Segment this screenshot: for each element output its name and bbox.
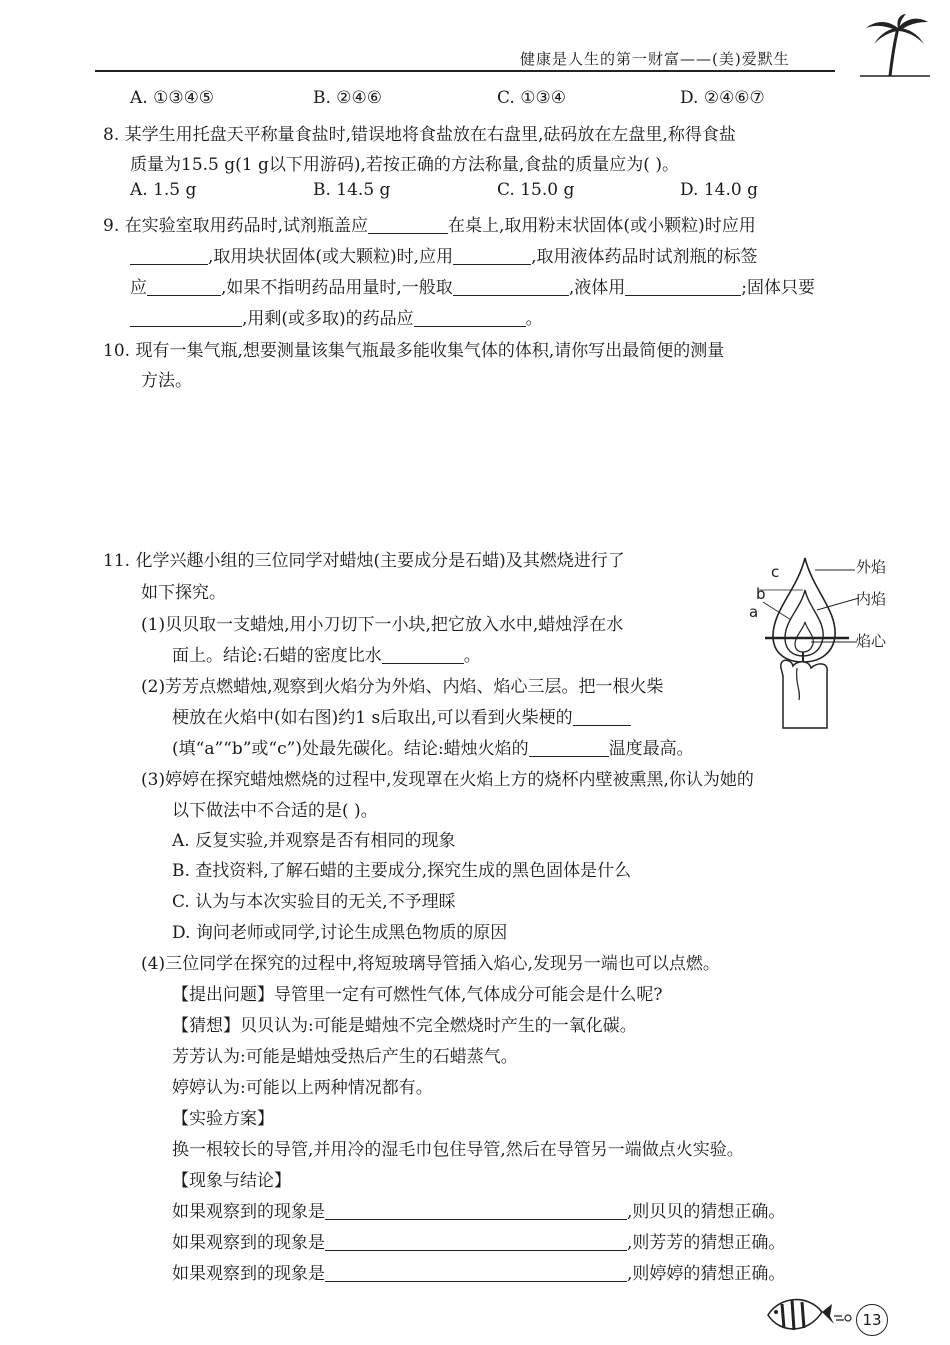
q11-text: 温度最高。	[608, 739, 694, 759]
palm-tree-icon	[860, 14, 930, 78]
answer-blank[interactable]	[414, 308, 526, 327]
q9-text: ,取用液体药品时试剂瓶的标签	[531, 247, 758, 267]
q9-text: ,液体用	[568, 278, 626, 298]
q11-part3-option-b: B. 查找资料,了解石蜡的主要成分,探究生成的黑色固体是什么	[172, 861, 632, 881]
answer-blank[interactable]	[529, 738, 609, 757]
q11-part2-line3	[172, 734, 694, 759]
q11-part3-line2: 以下做法中不合适的是( )。	[172, 801, 378, 821]
q11-text: ,则婷婷的猜想正确。	[627, 1264, 786, 1284]
q11-part3-option-c: C. 认为与本次实验目的无关,不予理睬	[172, 892, 456, 912]
q11-result-1	[172, 1197, 785, 1222]
q11-text: 梗放在火焰中(如右图)约1 s后取出,可以看到火柴梗的	[172, 708, 573, 728]
q11-intro-line1: 11. 化学兴趣小组的三位同学对蜡烛(主要成分是石蜡)及其燃烧进行了	[103, 551, 625, 571]
q9-text: ,如果不指明药品用量时,一般取	[221, 278, 453, 298]
q11-text: ,则贝贝的猜想正确。	[627, 1202, 786, 1222]
q9-line3	[130, 273, 815, 298]
q8-option-b: B. 14.5 g	[313, 180, 391, 200]
q8-option-a: A. 1.5 g	[130, 180, 197, 200]
q9-line1	[103, 211, 756, 236]
q10-text-line2: 方法。	[141, 371, 192, 391]
page-number: 13	[856, 1304, 888, 1336]
q11-part2-line2	[172, 703, 631, 728]
q11-part3-line1: (3)婷婷在探究蜡烛燃烧的过程中,发现罩在火焰上方的烧杯内壁被熏黑,你认为她的	[141, 770, 754, 790]
q11-part3-option-d: D. 询问老师或同学,讨论生成黑色物质的原因	[172, 923, 508, 943]
q9-text: 在桌上,取用粉末状固体(或小颗粒)时应用	[448, 216, 756, 236]
answer-blank[interactable]	[130, 246, 208, 265]
q11-text: 如果观察到的现象是	[172, 1233, 325, 1253]
q9-text: 应	[130, 278, 147, 298]
q8-text-line1: 8. 某学生用托盘天平称量食盐时,错误地将食盐放在右盘里,砝码放在左盘里,称得食盐	[103, 125, 736, 145]
q9-text: ;固体只要	[741, 278, 815, 298]
q10-text-line1: 10. 现有一集气瓶,想要测量该集气瓶最多能收集气体的体积,请你写出最简便的测量	[103, 341, 725, 361]
q11-text: 如果观察到的现象是	[172, 1264, 325, 1284]
outer-flame-label: 外焰	[856, 558, 887, 576]
q11-text: (填“a”“b”或“c”)处最先碳化。结论:蜡烛火焰的	[172, 739, 529, 759]
q11-result-title: 【现象与结论】	[172, 1171, 291, 1191]
answer-blank[interactable]	[453, 277, 569, 296]
q11-guess3: 婷婷认为:可能以上两种情况都有。	[172, 1078, 433, 1098]
q7-option-c: C. ①③④	[497, 88, 566, 108]
point-a-label: a	[749, 603, 759, 621]
q11-intro-line2: 如下探究。	[141, 583, 226, 603]
answer-blank[interactable]	[453, 246, 531, 265]
q7-option-d: D. ②④⑥⑦	[680, 88, 765, 108]
q11-part2-line1: (2)芳芳点燃蜡烛,观察到火焰分为外焰、内焰、焰心三层。把一根火柴	[141, 677, 664, 697]
q11-problem: 【提出问题】导管里一定有可燃性气体,气体成分可能会是什么呢?	[172, 985, 663, 1005]
q9-text: 9. 在实验室取用药品时,试剂瓶盖应	[103, 216, 369, 236]
answer-blank[interactable]	[625, 277, 741, 296]
q11-part4-line1: (4)三位同学在探究的过程中,将短玻璃导管插入焰心,发现另一端也可以点燃。	[141, 954, 720, 974]
point-c-label: c	[771, 563, 780, 581]
answer-blank[interactable]	[130, 308, 242, 327]
q9-text: ,取用块状固体(或大颗粒)时,应用	[208, 247, 454, 267]
fish-icon	[762, 1290, 852, 1340]
answer-blank[interactable]	[147, 277, 221, 296]
q9-line4	[130, 304, 543, 329]
q11-guess1: 【猜想】贝贝认为:可能是蜡烛不完全燃烧时产生的一氧化碳。	[172, 1016, 637, 1036]
answer-blank[interactable]	[325, 1201, 627, 1220]
q11-text: 。	[463, 646, 481, 666]
point-b-label: b	[756, 585, 766, 603]
q8-option-d: D. 14.0 g	[680, 180, 758, 200]
q7-option-b: B. ②④⑥	[313, 88, 383, 108]
q11-part1-line1: (1)贝贝取一支蜡烛,用小刀切下一小块,把它放入水中,蜡烛浮在水	[141, 615, 624, 635]
q11-text: ,则芳芳的猜想正确。	[627, 1233, 786, 1253]
answer-blank[interactable]	[325, 1263, 627, 1282]
q9-text: 。	[525, 309, 543, 329]
q9-text: ,用剩(或多取)的药品应	[242, 309, 414, 329]
q11-guess2: 芳芳认为:可能是蜡烛受热后产生的石蜡蒸气。	[172, 1047, 518, 1067]
q11-part1-line2	[172, 641, 481, 666]
q11-part3-option-a: A. 反复实验,并观察是否有相同的现象	[172, 831, 456, 851]
answer-blank[interactable]	[573, 707, 631, 726]
answer-blank[interactable]	[382, 645, 464, 664]
q11-result-3	[172, 1259, 785, 1284]
q8-text-line2: 质量为15.5 g(1 g以下用游码),若按正确的方法称量,食盐的质量应为( )。	[130, 155, 679, 175]
q11-text: 如果观察到的现象是	[172, 1202, 325, 1222]
q11-result-2	[172, 1228, 785, 1253]
q8-option-c: C. 15.0 g	[497, 180, 575, 200]
answer-blank[interactable]	[325, 1232, 627, 1251]
q7-option-a: A. ①③④⑤	[130, 88, 215, 108]
q11-plan-title: 【实验方案】	[172, 1109, 274, 1129]
header-rule	[95, 70, 835, 72]
answer-blank[interactable]	[368, 215, 448, 234]
q11-plan: 换一根较长的导管,并用冷的湿毛巾包住导管,然后在导管另一端做点火实验。	[172, 1140, 744, 1160]
q9-line2	[130, 242, 757, 267]
q11-text: 面上。结论:石蜡的密度比水	[172, 646, 382, 666]
header-motto: 健康是人生的第一财富——(美)爱默生	[520, 50, 790, 68]
flame-core-label: 焰心	[856, 632, 887, 650]
inner-flame-label: 内焰	[856, 590, 887, 608]
